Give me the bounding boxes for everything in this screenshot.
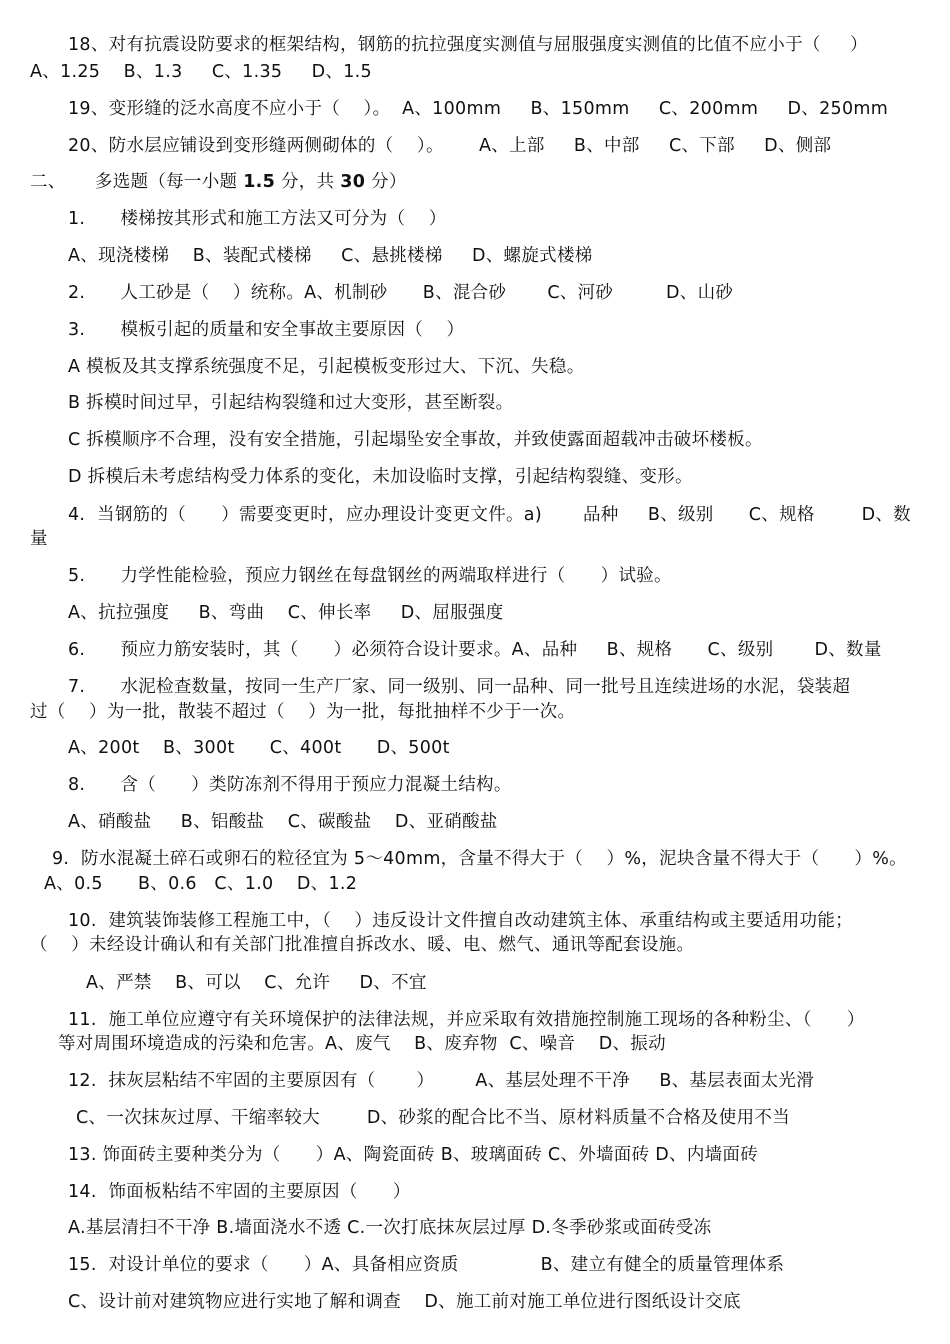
m5-options: A、抗拉强度 B、弯曲 C、伸长率 D、屈服强度 bbox=[68, 603, 504, 623]
m10-text-wrap: （ ）未经设计确认和有关部门批准擅自拆改水、暖、电、燃气、通讯等配套设施。 bbox=[30, 935, 695, 955]
q18-text: 18、对有抗震设防要求的框架结构，钢筋的抗拉强度实测值与屈服强度实测值的比值不应小于（ ） bbox=[68, 35, 868, 55]
m4-text: 4. 当钢筋的（ ）需要变更时，应办理设计变更文件。a) 品种 B、级别 C、规格 D、数 bbox=[68, 505, 911, 525]
m1-text: 1. 楼梯按其形式和施工方法又可分为（ ） bbox=[68, 209, 447, 229]
m3-option-d: D 拆模后未考虑结构受力体系的变化，未加设临时支撑，引起结构裂缝、变形。 bbox=[68, 467, 693, 487]
q20-text: 20、防水层应铺设到变形缝两侧砌体的（ ）。 A、上部 B、中部 C、下部 D、侧部 bbox=[68, 136, 832, 156]
m11-text-wrap: 等对周围环境造成的污染和危害。A、废气 B、废弃物 C、噪音 D、振动 bbox=[58, 1034, 666, 1054]
m1-options: A、现浇楼梯 B、装配式楼梯 C、悬挑楼梯 D、螺旋式楼梯 bbox=[68, 246, 593, 266]
m10-text: 10. 建筑装饰装修工程施工中，（ ）违反设计文件擅自改动建筑主体、承重结构或主要适用功能； bbox=[68, 911, 853, 931]
m4-text-wrap: 量 bbox=[30, 529, 48, 549]
section-2-suffix: 分） bbox=[365, 172, 407, 192]
m14-options: A.基层清扫不干净 B.墙面浇水不透 C.一次打底抹灰层过厚 D.冬季砂浆或面砖受冻 bbox=[68, 1218, 712, 1238]
m14-text: 14. 饰面板粘结不牢固的主要原因（ ） bbox=[68, 1182, 411, 1202]
m10-options: A、严禁 B、可以 C、允许 D、不宜 bbox=[86, 973, 427, 993]
section-2-score: 1.5 bbox=[243, 172, 276, 192]
m3-option-b: B 拆模时间过早，引起结构裂缝和过大变形，甚至断裂。 bbox=[68, 393, 514, 413]
m12-options: C、一次抹灰过厚、干缩率较大 D、砂浆的配合比不当、原材料质量不合格及使用不当 bbox=[76, 1108, 790, 1128]
m3-option-a: A 模板及其支撑系统强度不足，引起模板变形过大、下沉、失稳。 bbox=[68, 357, 585, 377]
m15-text: 15. 对设计单位的要求（ ）A、具备相应资质 B、建立有健全的质量管理体系 bbox=[68, 1255, 785, 1275]
m11-text: 11. 施工单位应遵守有关环境保护的法律法规，并应采取有效措施控制施工现场的各种粉尘、（ ） bbox=[68, 1010, 865, 1030]
section-2-prefix: 二、 多选题（每一小题 bbox=[30, 172, 244, 192]
q19-text: 19、变形缝的泛水高度不应小于（ ）。 A、100mm B、150mm C、200mm D、250mm bbox=[68, 99, 889, 119]
m8-text: 8. 含（ ）类防冻剂不得用于预应力混凝土结构。 bbox=[68, 775, 512, 795]
m3-text: 3. 模板引起的质量和安全事故主要原因（ ） bbox=[68, 320, 465, 340]
m13-text: 13. 饰面砖主要种类分为（ ）A、陶瓷面砖 B、玻璃面砖 C、外墙面砖 D、内墙面砖 bbox=[68, 1145, 759, 1165]
m8-options: A、硝酸盐 B、铝酸盐 C、碳酸盐 D、亚硝酸盐 bbox=[68, 812, 498, 832]
section-2-mid: 分，共 bbox=[275, 172, 341, 192]
m7-text: 7. 水泥检查数量，按同一生产厂家、同一级别、同一品种、同一批号且连续进场的水泥，袋装超 bbox=[68, 677, 851, 697]
m2-text: 2. 人工砂是（ ）统称。A、机制砂 B、混合砂 C、河砂 D、山砂 bbox=[68, 283, 734, 303]
section-2-heading bbox=[30, 174, 407, 192]
m3-option-c: C 拆模顺序不合理，没有安全措施，引起塌坠安全事故，并致使露面超载冲击破坏楼板。 bbox=[68, 430, 763, 450]
m15-options: C、设计前对建筑物应进行实地了解和调查 D、施工前对施工单位进行图纸设计交底 bbox=[68, 1292, 741, 1312]
m7-text-wrap: 过（ ）为一批，散装不超过（ ）为一批，每批抽样不少于一次。 bbox=[30, 702, 576, 722]
m12-text: 12. 抹灰层粘结不牢固的主要原因有（ ） A、基层处理不干净 B、基层表面太光滑 bbox=[68, 1071, 815, 1091]
m5-text: 5. 力学性能检验，预应力钢丝在每盘钢丝的两端取样进行（ ）试验。 bbox=[68, 566, 672, 586]
m9-options: A、0.5 B、0.6 C、1.0 D、1.2 bbox=[44, 874, 358, 894]
q18-options: A、1.25 B、1.3 C、1.35 D、1.5 bbox=[30, 62, 372, 82]
m6-text: 6. 预应力筋安装时，其（ ）必须符合设计要求。A、品种 B、规格 C、级别 D、数量 bbox=[68, 640, 882, 660]
m7-options: A、200t B、300t C、400t D、500t bbox=[68, 738, 450, 758]
m9-text: 9. 防水混凝土碎石或卵石的粒径宜为 5～40mm，含量不得大于（ ）%，泥块含量不得大于（ ）%。 bbox=[52, 849, 907, 869]
section-2-total: 30 bbox=[340, 172, 366, 192]
